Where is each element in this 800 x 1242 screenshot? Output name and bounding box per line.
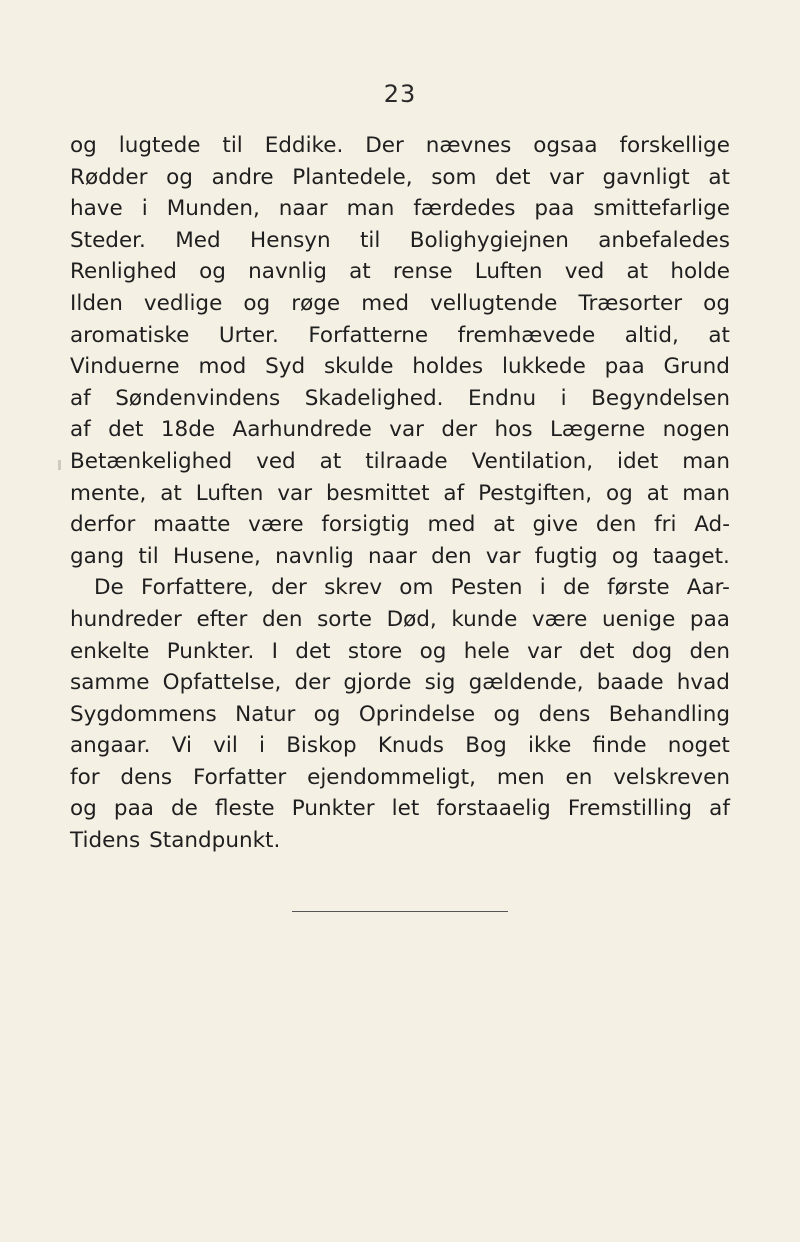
word: om: [399, 575, 434, 601]
word: Knuds: [377, 733, 445, 759]
word: den: [689, 638, 730, 664]
word: Begyndelsen: [591, 385, 730, 411]
word: noget: [667, 733, 730, 759]
word: og: [703, 290, 730, 316]
word: Træsorter: [578, 290, 683, 316]
word: at: [349, 259, 371, 285]
word: hele: [463, 638, 510, 664]
word: at: [708, 164, 730, 190]
word: Pesten: [450, 575, 523, 601]
word: sorte: [317, 606, 372, 632]
word: af: [709, 796, 730, 822]
word: velskreven: [613, 764, 730, 790]
end-rule: [292, 911, 508, 912]
word: forskellige: [619, 133, 730, 158]
text-line: [70, 478, 730, 510]
word: paa: [689, 606, 730, 632]
word: hos: [494, 417, 533, 443]
word: af: [70, 417, 91, 443]
word: 18de: [160, 417, 216, 443]
word: dog: [631, 638, 673, 664]
text-line: [70, 130, 730, 162]
body-text: [70, 130, 730, 857]
word: som: [431, 164, 477, 190]
word: Punkter.: [166, 638, 255, 664]
word: sig: [424, 670, 456, 696]
word: den: [431, 543, 472, 569]
text-line: [70, 288, 730, 320]
word: lukkede: [501, 354, 586, 380]
word: let: [391, 796, 420, 822]
word: Aarhundrede: [232, 417, 372, 443]
word: en: [565, 764, 593, 790]
word: gavnligt: [602, 164, 690, 190]
word: idet: [616, 448, 659, 474]
word: fleste: [215, 796, 275, 822]
word: til: [138, 543, 159, 569]
word: Aar-: [686, 575, 730, 601]
word: i: [141, 196, 148, 222]
text-line: [70, 636, 730, 668]
word: Oprindelse: [358, 701, 476, 727]
text-line: [70, 762, 730, 794]
word: fugtig: [534, 543, 598, 569]
word: taaget.: [652, 543, 730, 569]
word: altid,: [624, 322, 679, 348]
word: var: [527, 638, 562, 664]
word: og: [166, 164, 193, 190]
word: Eddike.: [264, 133, 344, 158]
word: af: [70, 385, 91, 411]
word: Endnu: [467, 385, 537, 411]
word: færdedes: [413, 196, 516, 222]
word: forsigtig: [321, 512, 410, 538]
word: man: [682, 480, 730, 506]
word: i: [259, 733, 265, 759]
word: der: [271, 575, 307, 601]
word: hvad: [676, 670, 730, 696]
word: for: [70, 764, 100, 790]
word: Plantedele,: [292, 164, 413, 190]
word: aromatiske: [70, 322, 190, 348]
word: være: [248, 512, 304, 538]
word: I: [271, 638, 278, 664]
text-line: [70, 193, 730, 225]
text-line: [70, 414, 730, 446]
word: Forfattere,: [141, 575, 254, 601]
word: Steder.: [70, 227, 146, 253]
word: i: [539, 575, 546, 601]
word: Punkter: [291, 796, 375, 822]
word: fri: [654, 512, 677, 538]
word: Biskop: [286, 733, 357, 759]
word: naar: [278, 196, 328, 222]
text-line: [70, 699, 730, 731]
word: gjorde: [343, 670, 412, 696]
word: men: [496, 764, 545, 790]
word: forstaaelig: [436, 796, 551, 822]
page-number: 23: [383, 80, 417, 108]
text-line: [70, 225, 730, 257]
word: Skadelighed.: [304, 385, 444, 411]
word: til: [359, 227, 381, 253]
word: De: [94, 575, 124, 601]
word: anbefaledes: [598, 227, 730, 253]
word: holde: [670, 259, 730, 285]
word: finde: [592, 733, 647, 759]
word: paa: [604, 354, 645, 380]
word: dens: [538, 701, 591, 727]
word: og: [605, 480, 633, 506]
word: lugtede: [118, 133, 201, 158]
word: man: [346, 196, 395, 222]
word: var: [277, 480, 313, 506]
word: Luften: [474, 259, 543, 285]
word: Fremstilling: [567, 796, 693, 822]
word: gældende,: [468, 670, 584, 696]
word: Tidens: [70, 828, 141, 854]
word: angaar.: [70, 733, 151, 759]
word: besmittet: [325, 480, 430, 506]
word: var: [485, 543, 521, 569]
word: paa: [113, 796, 154, 822]
word: Forfatterne: [308, 322, 429, 348]
word: Renlighed: [70, 259, 177, 285]
word: Luften: [195, 480, 264, 506]
word: at: [626, 259, 649, 285]
word: med: [361, 290, 410, 316]
word: uenige: [601, 606, 676, 632]
word: Rødder: [70, 164, 148, 190]
word: Ventilation,: [471, 448, 594, 474]
word: ejendommeligt,: [307, 764, 476, 790]
word: var: [549, 164, 584, 190]
text-line: [70, 256, 730, 288]
word: Vinduerne: [70, 354, 180, 380]
word: den: [595, 512, 637, 538]
word: de: [563, 575, 590, 601]
text-line: [70, 825, 730, 857]
word: det: [295, 638, 331, 664]
word: Ad-: [694, 512, 730, 538]
word: Vi: [171, 733, 192, 759]
word: og: [70, 796, 97, 822]
text-line: [70, 604, 730, 636]
word: Standpunkt.: [149, 828, 281, 854]
word: enkelte: [70, 638, 150, 664]
word: vellugtende: [430, 290, 558, 316]
word: Forfatter: [192, 764, 287, 790]
text-line: [70, 793, 730, 825]
word: Død,: [386, 606, 437, 632]
word: mente,: [70, 480, 147, 506]
word: det: [579, 638, 615, 664]
word: der: [294, 670, 331, 696]
word: holdes: [412, 354, 484, 380]
word: navnlig: [275, 543, 354, 569]
word: have: [70, 196, 123, 222]
word: kunde: [451, 606, 518, 632]
word: og: [70, 133, 97, 158]
word: store: [347, 638, 403, 664]
word: Opfattelse,: [162, 670, 282, 696]
word: og: [493, 701, 521, 727]
word: at: [493, 512, 515, 538]
word: og: [611, 543, 639, 569]
text-line: [70, 446, 730, 478]
word: Med: [175, 227, 221, 253]
word: med: [427, 512, 476, 538]
word: og: [313, 701, 341, 727]
word: Lægerne: [549, 417, 646, 443]
word: det: [495, 164, 531, 190]
word: af: [443, 480, 465, 506]
word: Sygdommens: [70, 701, 217, 727]
word: vil: [213, 733, 238, 759]
word: Urter.: [218, 322, 279, 348]
word: være: [531, 606, 588, 632]
word: derfor: [70, 512, 136, 538]
word: Hensyn: [250, 227, 331, 253]
word: skulde: [323, 354, 394, 380]
text-line: [70, 320, 730, 352]
text-line: [70, 162, 730, 194]
word: at: [646, 480, 669, 506]
word: vedlige: [143, 290, 223, 316]
word: baade: [596, 670, 664, 696]
word: nogen: [662, 417, 730, 443]
word: hundreder: [70, 606, 182, 632]
word: Der: [365, 133, 404, 158]
text-line: [70, 730, 730, 762]
word: at: [160, 480, 182, 506]
word: gang: [70, 543, 125, 569]
word: til: [222, 133, 243, 158]
word: der: [441, 417, 478, 443]
word: navnlig: [248, 259, 327, 285]
word: tilraade: [365, 448, 448, 474]
word: var: [389, 417, 425, 443]
word: og: [199, 259, 226, 285]
word: at: [319, 448, 342, 474]
word: ogsaa: [533, 133, 598, 158]
word: nævnes: [425, 133, 512, 158]
word: Bog: [465, 733, 507, 759]
word: Betænkelighed: [70, 448, 233, 474]
word: det: [108, 417, 144, 443]
word: andre: [211, 164, 274, 190]
word: Munden,: [166, 196, 260, 222]
word: mod: [198, 354, 247, 380]
word: man: [682, 448, 730, 474]
word: efter: [196, 606, 248, 632]
word: i: [560, 385, 567, 411]
word: Syd: [265, 354, 306, 380]
word: Ilden: [70, 290, 123, 316]
word: Grund: [663, 354, 730, 380]
word: ikke: [527, 733, 572, 759]
word: den: [261, 606, 303, 632]
word: de: [171, 796, 198, 822]
word: naar: [368, 543, 417, 569]
word: paa: [534, 196, 575, 222]
word: Natur: [235, 701, 296, 727]
text-line: [70, 541, 730, 573]
word: Søndenvindens: [115, 385, 281, 411]
word: Behandling: [608, 701, 730, 727]
word: rense: [392, 259, 453, 285]
word: Bolighygiejnen: [409, 227, 569, 253]
word: Husene,: [172, 543, 261, 569]
text-line: [70, 667, 730, 699]
word: maatte: [153, 512, 231, 538]
word: første: [607, 575, 670, 601]
word: røge: [291, 290, 341, 316]
word: ved: [564, 259, 605, 285]
word: og: [419, 638, 447, 664]
word: fremhævede: [457, 322, 596, 348]
text-line: [70, 572, 730, 604]
word: give: [532, 512, 579, 538]
word: at: [708, 322, 730, 348]
paper-mark: [58, 460, 61, 470]
word: skrev: [324, 575, 383, 601]
word: ved: [256, 448, 296, 474]
text-line: [70, 383, 730, 415]
word: dens: [120, 764, 173, 790]
word: smittefarlige: [593, 196, 730, 222]
word: og: [243, 290, 271, 316]
word: samme: [70, 670, 150, 696]
text-line: [70, 509, 730, 541]
word: Pestgiften,: [478, 480, 593, 506]
text-line: [70, 351, 730, 383]
